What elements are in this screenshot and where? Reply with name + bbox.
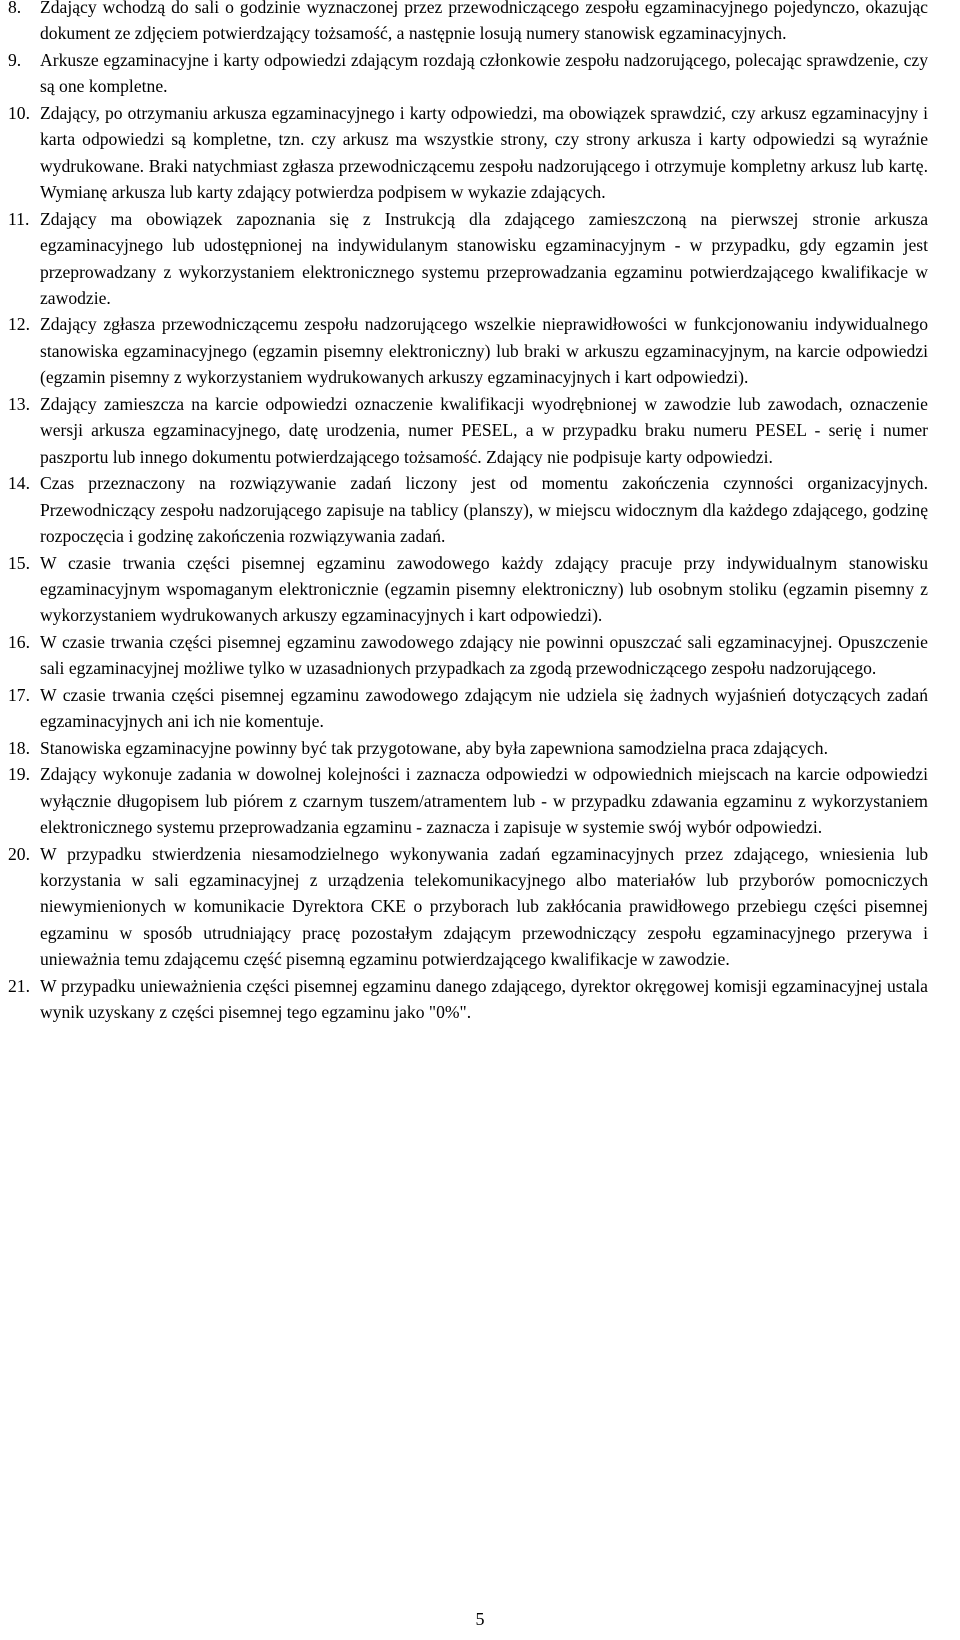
item-number: 11. <box>8 208 30 229</box>
list-item <box>8 100 928 206</box>
item-number: 12. <box>8 314 30 335</box>
item-text: Zdający zgłasza przewodniczącemu zespołu nadzorującego wszelkie nieprawidłowości w funkcjonowaniu indywidualnego stanowiska egzaminacyjnego (egzamin pisemny elektroniczny) lub braki w arkuszu egzaminacyjnym, na karcie odpowiedzi (egzamin pisemny z wykorzystaniem wydrukowanych arkuszy egzaminacyjnych i kart odpowiedzi). <box>40 314 928 388</box>
regulations-list <box>8 0 928 1026</box>
item-text: Czas przeznaczony na rozwiązywanie zadań liczony jest od momentu zakończenia czynności organizacyjnych. Przewodniczący zespołu nadzorującego zapisuje na tablicy (planszy), w miejscu widocznym dla każdego zdającego, godzinę rozpoczęcia i godzinę zakończenia rozwiązywania zadań. <box>40 473 928 547</box>
list-item <box>8 841 928 973</box>
item-text: Zdający wykonuje zadania w dowolnej kolejności i zaznacza odpowiedzi w odpowiednich miejscach na karcie odpowiedzi wyłącznie długopisem lub piórem z czarnym tuszem/atramentem lub - w przypadku zdawania egzaminu z wykorzystaniem elektronicznego systemu przeprowadzania egzaminu - zaznacza i zapisuje w systemie swój wybór odpowiedzi. <box>40 764 928 838</box>
item-text: W przypadku stwierdzenia niesamodzielnego wykonywania zadań egzaminacyjnych przez zdającego, wniesienia lub korzystania w sali egzaminacyjnej z urządzenia telekomunikacyjnego albo materiałów lub przyborów pomocniczych niewymienionych w komunikacie Dyrektora CKE o przyborach lub zakłócania prawidłowego przebiegu części pisemnej egzaminu w sposób utrudniający pracę pozostałym zdającym przewodniczący zespołu egzaminacyjnego przerywa i unieważnia temu zdającemu część pisemną egzaminu potwierdzającego kwalifikacje w zawodzie. <box>40 843 928 970</box>
item-text: W czasie trwania części pisemnej egzaminu zawodowego każdy zdający pracuje przy indywidualnym stanowisku egzaminacyjnym wspomaganym elektronicznie (egzamin pisemny elektroniczny) lub osobnym stoliku (egzamin pisemny z wykorzystaniem wydrukowanych arkuszy egzaminacyjnych i kart odpowiedzi). <box>40 552 928 626</box>
list-item <box>8 391 928 470</box>
item-text: Stanowiska egzaminacyjne powinny być tak przygotowane, aby była zapewniona samodzielna praca zdających. <box>40 737 828 758</box>
list-item <box>8 761 928 840</box>
list-item <box>8 311 928 390</box>
item-number: 20. <box>8 843 30 864</box>
list-item <box>8 206 928 312</box>
page-number: 5 <box>475 1609 485 1629</box>
item-number: 18. <box>8 737 30 758</box>
item-text: Zdający wchodzą do sali o godzinie wyznaczonej przez przewodniczącego zespołu egzaminacyjnego pojedynczo, okazując dokument ze zdjęciem potwierdzający tożsamość, a następnie losują numery stanowisk egzaminacyjnych. <box>40 0 928 44</box>
list-item <box>8 0 928 47</box>
item-number: 17. <box>8 684 30 705</box>
item-number: 19. <box>8 764 30 785</box>
item-text: Zdający, po otrzymaniu arkusza egzaminacyjnego i karty odpowiedzi, ma obowiązek sprawdzić, czy arkusz egzaminacyjny i karta odpowiedzi są kompletne, tzn. czy arkusz ma wszystkie strony, czy strony arkusza i karty odpowiedzi są wyraźnie wydrukowane. Braki natychmiast zgłasza przewodniczącemu zespołu nadzorującego i otrzymuje kompletny arkusz lub kartę. Wymianę arkusza lub karty zdający potwierdza podpisem w wykazie zdających. <box>40 102 928 203</box>
item-text: Zdający ma obowiązek zapoznania się z Instrukcją dla zdającego zamieszczoną na pierwszej stronie arkusza egzaminacyjnego lub udostępnionej na indywidulanym stanowisku egzaminacyjnym - w przypadku, gdy egzamin jest przeprowadzany z wykorzystaniem elektronicznego systemu przeprowadzania egzaminu potwierdzającego kwalifikacje w zawodzie. <box>40 208 928 308</box>
list-item <box>8 47 928 100</box>
item-text: W przypadku unieważnienia części pisemnej egzaminu danego zdającego, dyrektor okręgowej komisji egzaminacyjnej ustala wynik uzyskany z części pisemnej tego egzaminu jako "0%". <box>40 975 928 1023</box>
list-item <box>8 629 928 682</box>
list-item <box>8 973 928 1026</box>
item-number: 10. <box>8 102 30 123</box>
item-number: 15. <box>8 552 30 573</box>
item-number: 14. <box>8 473 30 494</box>
item-text: Zdający zamieszcza na karcie odpowiedzi oznaczenie kwalifikacji wyodrębnionej w zawodzie lub zawodach, oznaczenie wersji arkusza egzaminacyjnego, datę urodzenia, numer PESEL, a w przypadku braku numeru PESEL - serię i numer paszportu lub innego dokumentu potwierdzającego tożsamość. Zdający nie podpisuje karty odpowiedzi. <box>40 393 928 467</box>
item-number: 9. <box>8 49 22 70</box>
item-text: Arkusze egzaminacyjne i karty odpowiedzi zdającym rozdają członkowie zespołu nadzorującego, polecając sprawdzenie, czy są one kompletne. <box>40 49 928 97</box>
item-text: W czasie trwania części pisemnej egzaminu zawodowego zdający nie powinni opuszczać sali egzaminacyjnej. Opuszczenie sali egzaminacyjnej możliwe tylko w uzasadnionych przypadkach za zgodą przewodniczącego zespołu nadzorującego. <box>40 631 928 679</box>
item-number: 13. <box>8 393 30 414</box>
list-item <box>8 682 928 735</box>
list-item <box>8 550 928 629</box>
item-number: 16. <box>8 631 30 652</box>
item-text: W czasie trwania części pisemnej egzaminu zawodowego zdającym nie udziela się żadnych wyjaśnień dotyczących zadań egzaminacyjnych ani ich nie komentuje. <box>40 684 928 732</box>
item-number: 21. <box>8 975 30 996</box>
item-number: 8. <box>8 0 22 17</box>
list-item <box>8 735 928 761</box>
list-item <box>8 470 928 549</box>
